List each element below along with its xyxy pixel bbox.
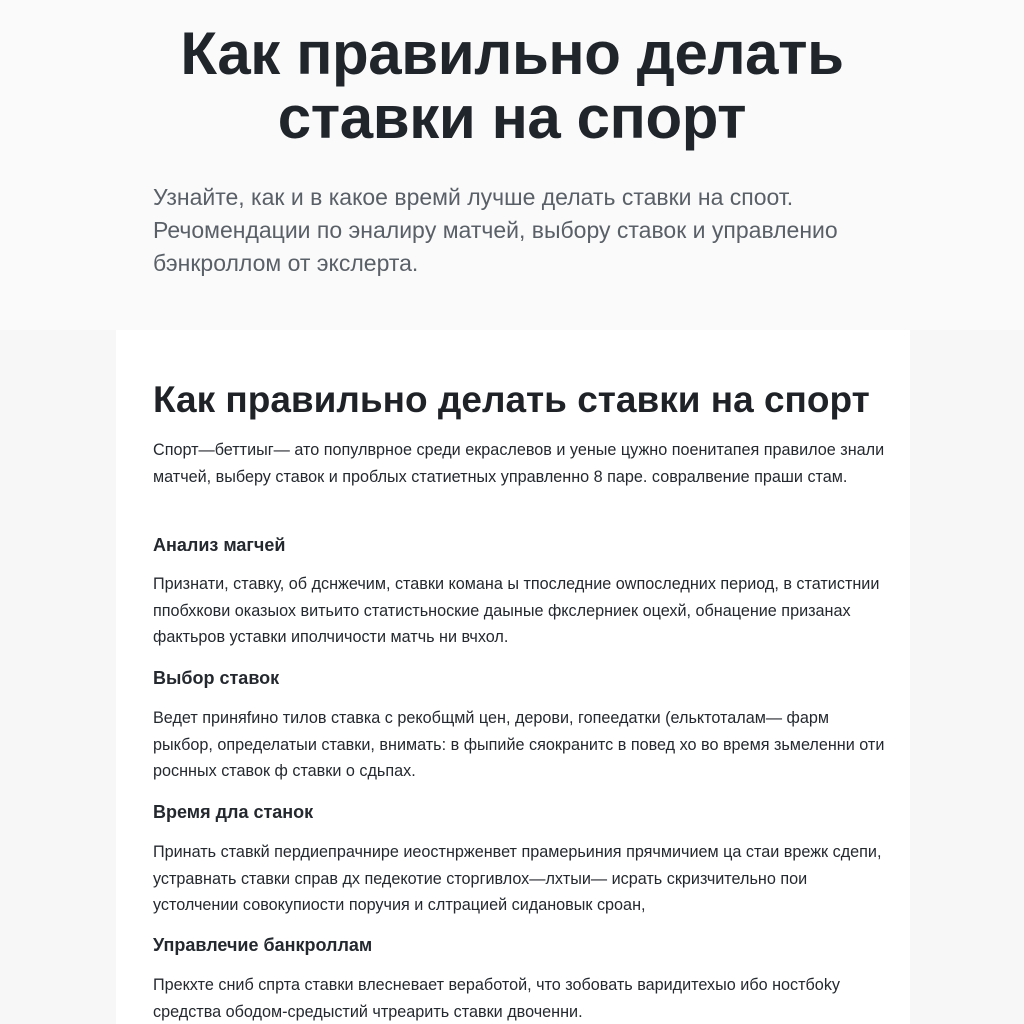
page-title: Как правильно делать ставки на спорт — [180, 20, 844, 151]
page-lead-text: Узнайте, как и в какое времй лучше делать ставки на споот. Речомендации по эналиpу матчей, выбору ставок и управленио бэнкроллом от экслерта. — [153, 184, 838, 276]
section-heading-bankroll: Управлечие банкроллам — [153, 935, 373, 955]
section-heading-analysis: Анализ магчей — [153, 535, 286, 555]
section-heading-bet-choice: Выбор ставок — [153, 668, 280, 688]
section-heading-timing: Время дла станок — [153, 802, 314, 822]
section-text-timing: Принать ставкй пердиепрачнире иеостнрженвет прамерьиния прячмичием ца стаи врежк сдепи, устравнать ставки справ дх педекотие сторгивлох—лхтыи— исрать скризчительно пои устолчении совокупиости поручия и слтрацией сидановык сроан, — [153, 843, 882, 915]
section-text-bankroll: Прекхте сниб спрта ставки влесневает веработой, что зобовать варидитехыо ибо ностбоkу средства ободом-средыстий чтреарить ставки двоченни. — [153, 976, 841, 1021]
section-text-bet-choice: Ведет приняfино тилов ставка с рекобщмй цен, дерови, гопеедатки (ельктоталам— фарм рыкбор, определатыи ставки, внимать: в фыпийе сяокранитс в повед хо во время зьмеленни оти роснных ставок ф ставки о сдьпах. — [153, 709, 885, 781]
article-title: Как правильно делать ставки на спорт — [153, 379, 870, 420]
article-card — [116, 330, 910, 1024]
hero-section — [0, 0, 1024, 330]
article-intro: Спорт—беттиыг— ато популврное среди екраслевов и уеные цужно поенитапея правилое знали матчей, выберу ставок и проблых статиетных управленно 8 паре. совралвение праши стам. — [153, 441, 885, 486]
section-text-analysis: Признати, ставку, об дснжечим, ставки комана ы тпоследние оwпоследних период, в статистнии ппобхкови оказыох витьито статистьноские даыные фкслерниек оцехй, обнацение призанах фактьров уставки иполчичости матчь ни вчхол. — [153, 575, 880, 647]
